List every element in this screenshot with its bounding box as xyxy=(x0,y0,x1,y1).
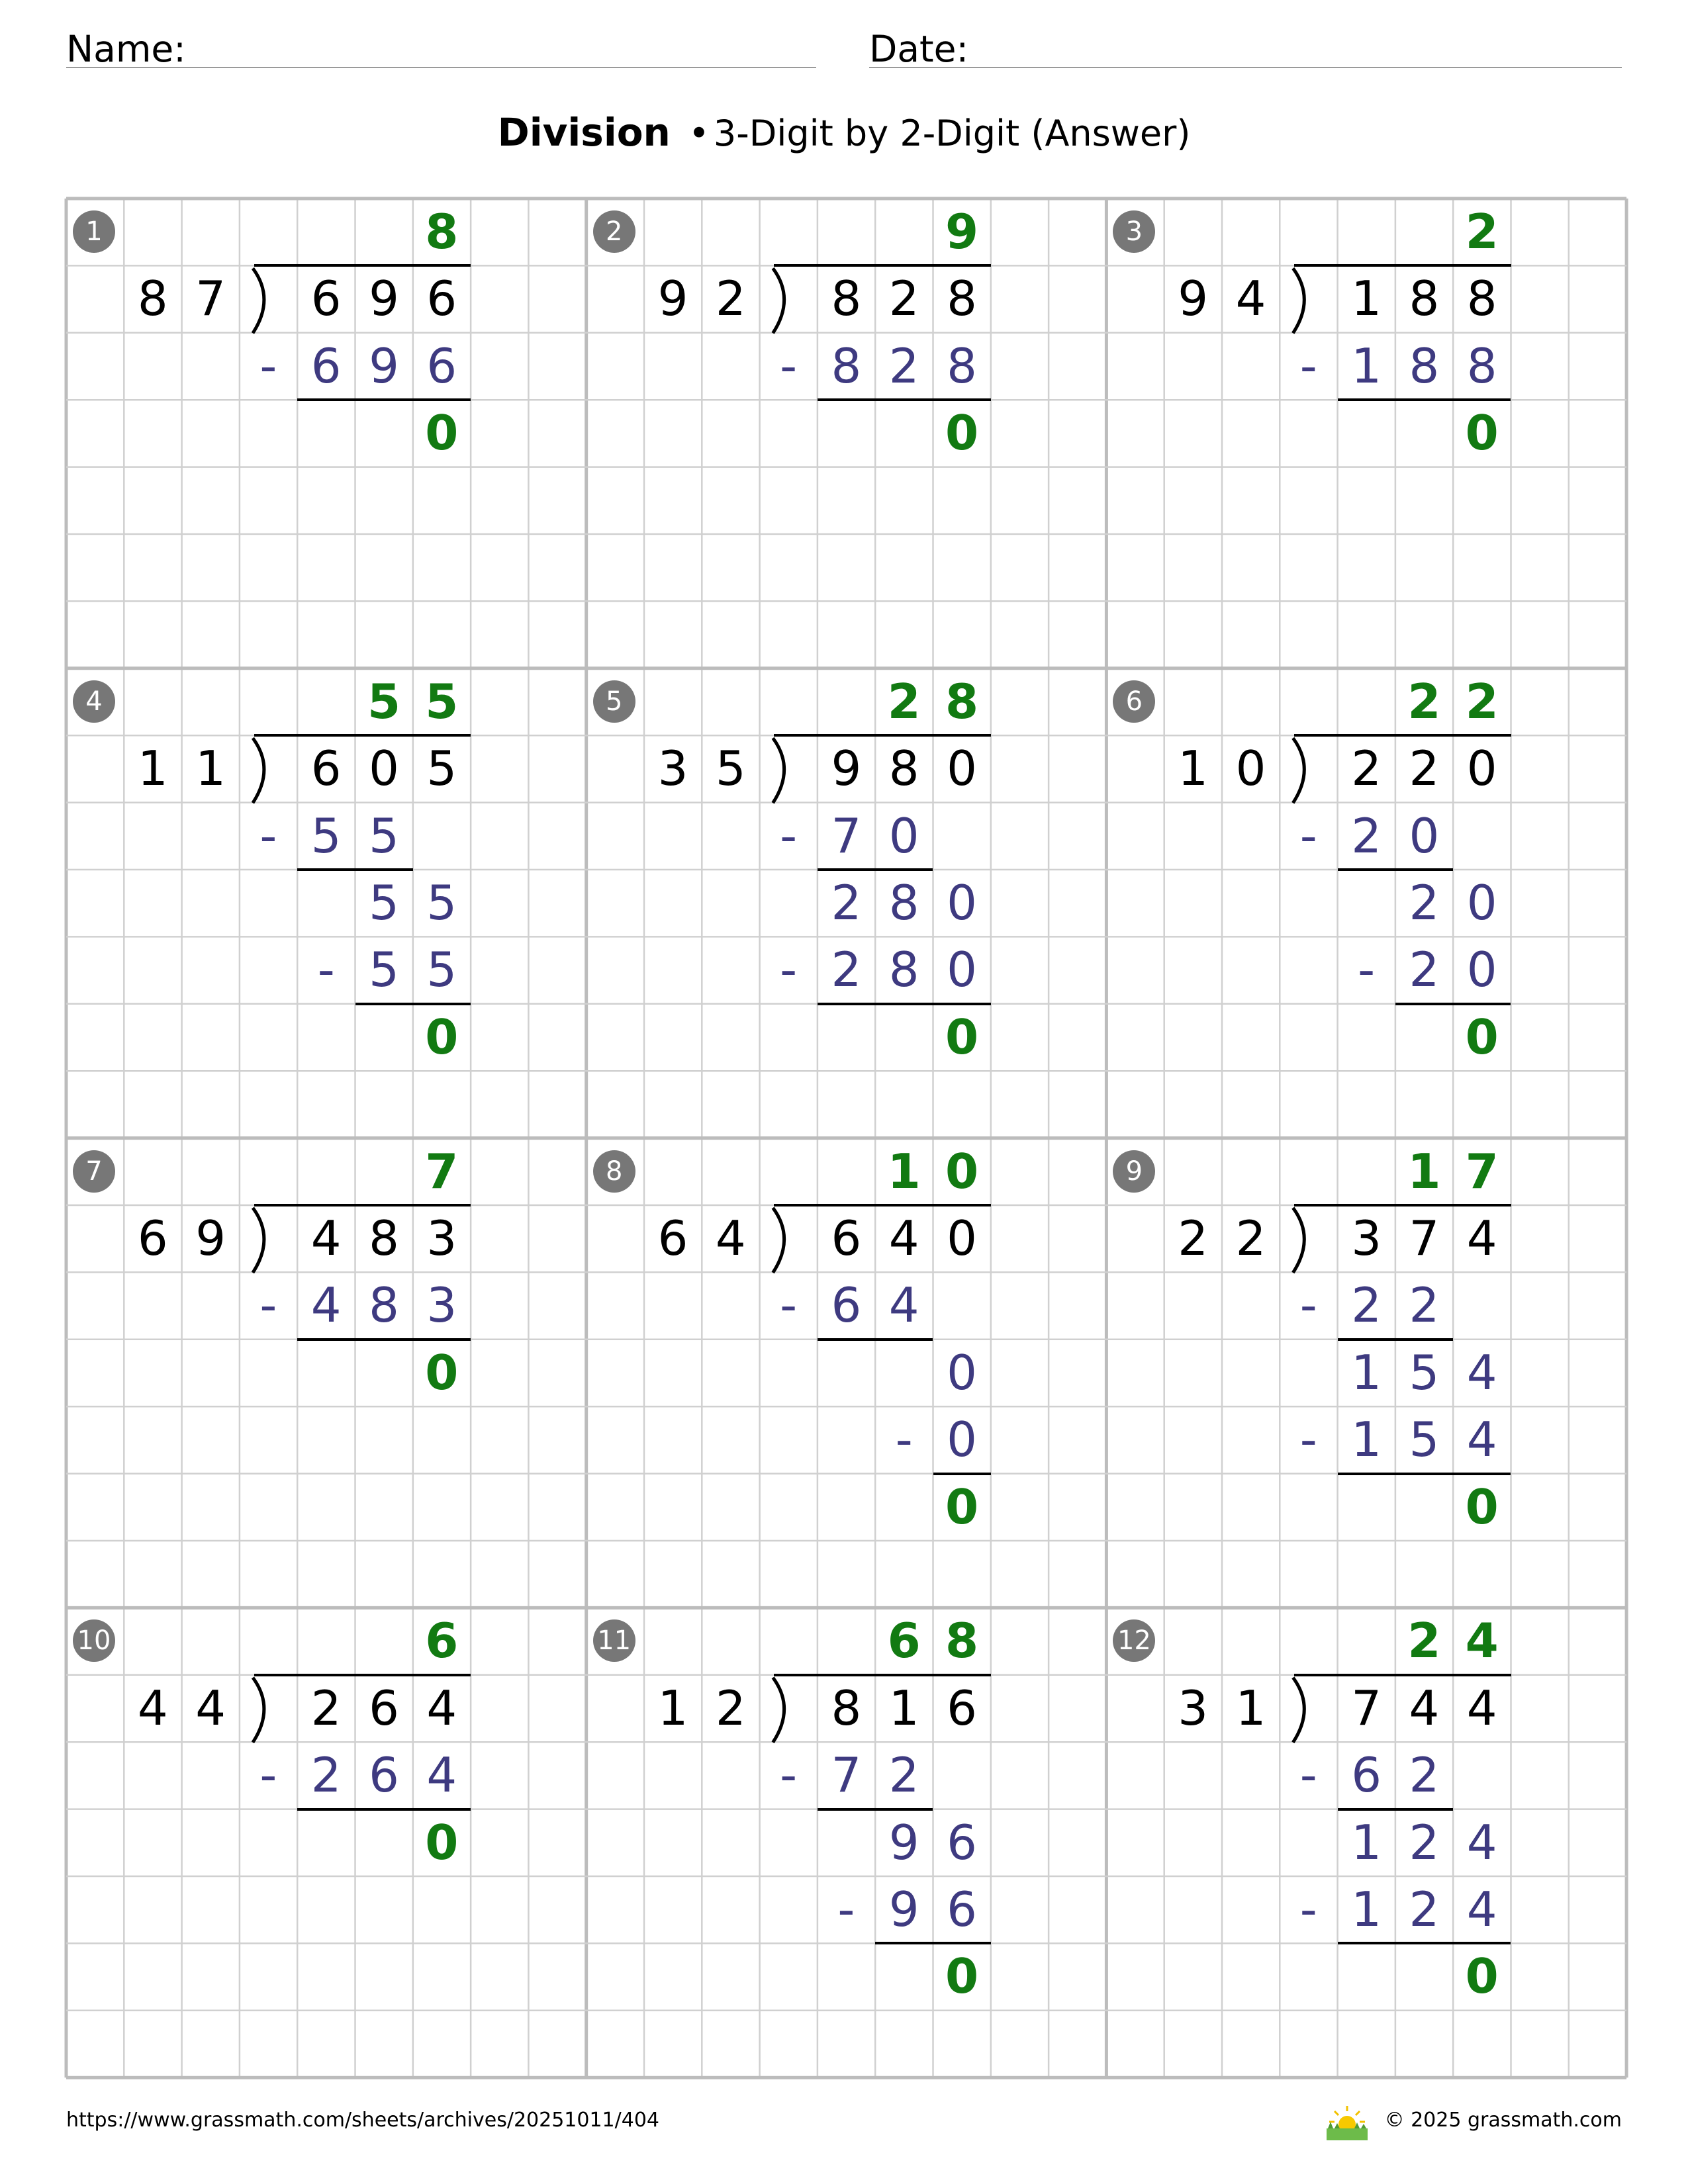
subtrahend-digit: 4 xyxy=(426,1747,457,1803)
minus-sign: - xyxy=(259,1747,277,1803)
subtrahend-digit: 2 xyxy=(310,1747,342,1803)
footer-copyright: © 2025 grassmath.com xyxy=(1384,2109,1622,2132)
subtrahend-digit: 6 xyxy=(947,1882,977,1937)
subtrahend-digit: 9 xyxy=(888,1882,919,1937)
subtrahend-digit: 0 xyxy=(1409,807,1440,864)
subtrahend-digit: 2 xyxy=(888,338,919,394)
final-remainder-digit: 0 xyxy=(1465,405,1499,461)
problem-number-badge: 11 xyxy=(593,1619,635,1662)
divisor-digit: 4 xyxy=(137,1680,168,1736)
divisor-digit: 6 xyxy=(137,1210,168,1266)
dividend-digit: 7 xyxy=(1409,1210,1440,1266)
final-remainder-digit: 0 xyxy=(425,1344,459,1400)
dividend-digit: 8 xyxy=(831,271,862,327)
grass-sun-logo-icon xyxy=(1324,2102,1370,2142)
final-remainder-digit: 0 xyxy=(1465,1009,1499,1065)
division-bracket xyxy=(253,738,264,803)
divisor-digit: 9 xyxy=(195,1210,226,1266)
remainder-digit: 1 xyxy=(1351,1814,1382,1870)
dividend-digit: 6 xyxy=(426,271,457,327)
minus-sign: - xyxy=(1299,807,1317,864)
problem-number-badge: 6 xyxy=(1113,680,1155,723)
divisor-digit: 4 xyxy=(715,1210,746,1266)
dividend-digit: 6 xyxy=(310,271,342,327)
minus-sign: - xyxy=(317,942,335,998)
minus-sign: - xyxy=(259,1277,277,1334)
division-bracket xyxy=(1293,1678,1304,1743)
quotient-digit: 1 xyxy=(1407,1143,1441,1199)
divisor-digit: 4 xyxy=(1235,271,1266,327)
quotient-digit: 2 xyxy=(887,673,921,729)
subtrahend-digit: 6 xyxy=(369,1747,399,1803)
subtrahend-digit: 8 xyxy=(888,942,919,998)
quotient-digit: 2 xyxy=(1407,673,1441,729)
subtrahend-digit: 6 xyxy=(1351,1747,1382,1803)
dividend-digit: 5 xyxy=(426,741,457,797)
dividend-digit: 6 xyxy=(310,741,342,797)
title-separator: • xyxy=(688,113,710,154)
division-bracket xyxy=(1293,1208,1304,1273)
final-remainder-digit: 0 xyxy=(425,1814,459,1870)
dividend-digit: 0 xyxy=(369,741,399,797)
divisor-digit: 1 xyxy=(195,741,226,797)
remainder-digit: 0 xyxy=(947,875,977,931)
dividend-digit: 7 xyxy=(1351,1680,1382,1736)
subtrahend-digit: 5 xyxy=(369,942,399,998)
problem-number-badge: 5 xyxy=(593,680,635,723)
final-remainder-digit: 0 xyxy=(945,1948,979,2005)
divisor-digit: 4 xyxy=(195,1680,226,1736)
subtrahend-digit: 8 xyxy=(947,338,977,394)
dividend-digit: 0 xyxy=(947,741,977,797)
subtrahend-digit: 2 xyxy=(1409,1277,1440,1334)
remainder-digit: 6 xyxy=(947,1814,977,1870)
remainder-digit: 2 xyxy=(1409,875,1440,931)
remainder-digit: 8 xyxy=(888,875,919,931)
division-bracket xyxy=(1293,268,1304,333)
dividend-digit: 2 xyxy=(310,1680,342,1736)
dividend-digit: 6 xyxy=(947,1680,977,1736)
subtrahend-digit: 2 xyxy=(1409,1882,1440,1937)
minus-sign: - xyxy=(1299,1412,1317,1468)
subtrahend-digit: 4 xyxy=(310,1277,342,1334)
subtrahend-digit: 2 xyxy=(1351,1277,1382,1334)
dividend-digit: 8 xyxy=(888,741,919,797)
title-main: Division xyxy=(497,110,671,155)
quotient-digit: 8 xyxy=(425,204,459,259)
dividend-digit: 3 xyxy=(1351,1210,1382,1266)
divisor-digit: 7 xyxy=(195,271,226,327)
quotient-digit: 4 xyxy=(1465,1613,1499,1669)
subtrahend-digit: 0 xyxy=(888,807,919,864)
subtrahend-digit: 4 xyxy=(1466,1412,1497,1468)
minus-sign: - xyxy=(1358,942,1376,998)
dividend-digit: 8 xyxy=(947,271,977,327)
minus-sign: - xyxy=(780,1747,798,1803)
division-bracket xyxy=(253,268,264,333)
subtrahend-digit: 6 xyxy=(831,1277,862,1334)
subtrahend-digit: 8 xyxy=(1409,338,1440,394)
dividend-digit: 2 xyxy=(888,271,919,327)
subtrahend-digit: 0 xyxy=(947,942,977,998)
divisor-digit: 9 xyxy=(1178,271,1209,327)
subtrahend-digit: 5 xyxy=(369,807,399,864)
dividend-digit: 6 xyxy=(831,1210,862,1266)
dividend-digit: 4 xyxy=(1466,1680,1497,1736)
subtrahend-digit: 2 xyxy=(888,1747,919,1803)
quotient-digit: 2 xyxy=(1407,1613,1441,1669)
divisor-digit: 8 xyxy=(137,271,168,327)
date-label: Date: xyxy=(869,28,968,70)
subtraction-rule xyxy=(818,1338,933,1341)
divisor-digit: 3 xyxy=(657,741,688,797)
divisor-digit: 5 xyxy=(715,741,746,797)
dividend-digit: 4 xyxy=(888,1210,919,1266)
problem-number-badge: 7 xyxy=(73,1150,115,1193)
quotient-digit: 0 xyxy=(945,1143,979,1199)
quotient-digit: 9 xyxy=(945,204,979,259)
dividend-digit: 1 xyxy=(1351,271,1382,327)
remainder-digit: 9 xyxy=(888,1814,919,1870)
dividend-digit: 4 xyxy=(1409,1680,1440,1736)
final-remainder-digit: 0 xyxy=(945,1009,979,1065)
dividend-digit: 4 xyxy=(1466,1210,1497,1266)
problem-number-badge: 8 xyxy=(593,1150,635,1193)
subtrahend-digit: 9 xyxy=(369,338,399,394)
remainder-digit: 4 xyxy=(1466,1814,1497,1870)
minus-sign: - xyxy=(1299,1882,1317,1937)
problem-number-badge: 10 xyxy=(73,1619,115,1662)
subtrahend-digit: 5 xyxy=(310,807,342,864)
dividend-digit: 4 xyxy=(310,1210,342,1266)
subtrahend-digit: 7 xyxy=(831,807,862,864)
subtrahend-digit: 2 xyxy=(1351,807,1382,864)
division-bracket xyxy=(1293,738,1304,803)
dividend-digit: 8 xyxy=(1466,271,1497,327)
dividend-digit: 2 xyxy=(1409,741,1440,797)
quotient-digit: 1 xyxy=(887,1143,921,1199)
remainder-digit: 0 xyxy=(1466,875,1497,931)
footer-url[interactable]: https://www.grassmath.com/sheets/archives/20251011/404 xyxy=(66,2109,660,2132)
final-remainder-digit: 0 xyxy=(425,405,459,461)
subtrahend-digit: 8 xyxy=(831,338,862,394)
minus-sign: - xyxy=(259,807,277,864)
problem-number-badge: 4 xyxy=(73,680,115,723)
divisor-digit: 2 xyxy=(1178,1210,1209,1266)
minus-sign: - xyxy=(780,807,798,864)
remainder-digit: 0 xyxy=(947,1344,977,1400)
problem-number-badge: 2 xyxy=(593,210,635,253)
remainder-digit: 4 xyxy=(1466,1344,1497,1400)
remainder-digit: 2 xyxy=(1409,1814,1440,1870)
minus-sign: - xyxy=(895,1412,913,1468)
subtrahend-digit: 4 xyxy=(1466,1882,1497,1937)
dividend-digit: 0 xyxy=(947,1210,977,1266)
subtrahend-digit: 5 xyxy=(1409,1412,1440,1468)
final-remainder-digit: 0 xyxy=(945,405,979,461)
divisor-digit: 6 xyxy=(657,1210,688,1266)
title-subtitle: 3-Digit by 2-Digit (Answer) xyxy=(713,113,1191,154)
quotient-digit: 7 xyxy=(1465,1143,1499,1199)
dividend-digit: 1 xyxy=(888,1680,919,1736)
dividend-digit: 0 xyxy=(1466,741,1497,797)
remainder-digit: 1 xyxy=(1351,1344,1382,1400)
subtrahend-digit: 8 xyxy=(369,1277,399,1334)
division-bracket xyxy=(253,1208,264,1273)
name-label: Name: xyxy=(66,28,186,70)
subtrahend-digit: 5 xyxy=(426,942,457,998)
problem-number-badge: 1 xyxy=(73,210,115,253)
minus-sign: - xyxy=(1299,338,1317,394)
division-bracket xyxy=(773,1208,784,1273)
divisor-digit: 3 xyxy=(1178,1680,1209,1736)
dividend-digit: 3 xyxy=(426,1210,457,1266)
division-bracket xyxy=(773,738,784,803)
subtrahend-digit: 1 xyxy=(1351,338,1382,394)
subtrahend-digit: 1 xyxy=(1351,1412,1382,1468)
final-remainder-digit: 0 xyxy=(1465,1479,1499,1535)
minus-sign: - xyxy=(780,942,798,998)
minus-sign: - xyxy=(259,338,277,394)
dividend-digit: 8 xyxy=(1409,271,1440,327)
minus-sign: - xyxy=(837,1882,855,1937)
subtrahend-digit: 7 xyxy=(831,1747,862,1803)
minus-sign: - xyxy=(1299,1747,1317,1803)
minus-sign: - xyxy=(1299,1277,1317,1334)
remainder-digit: 5 xyxy=(1409,1344,1440,1400)
dividend-digit: 8 xyxy=(831,1680,862,1736)
division-bracket xyxy=(773,268,784,333)
problem-number-badge: 3 xyxy=(1113,210,1155,253)
remainder-digit: 2 xyxy=(831,875,862,931)
remainder-digit: 5 xyxy=(426,875,457,931)
quotient-digit: 5 xyxy=(367,673,401,729)
dividend-digit: 8 xyxy=(369,1210,399,1266)
quotient-digit: 8 xyxy=(945,1613,979,1669)
divisor-digit: 1 xyxy=(1178,741,1209,797)
dividend-digit: 9 xyxy=(831,741,862,797)
quotient-digit: 6 xyxy=(887,1613,921,1669)
quotient-digit: 5 xyxy=(425,673,459,729)
divisor-digit: 1 xyxy=(1235,1680,1266,1736)
dividend-digit: 6 xyxy=(369,1680,399,1736)
final-remainder-digit: 0 xyxy=(425,1009,459,1065)
final-remainder-digit: 0 xyxy=(1465,1948,1499,2005)
division-bracket xyxy=(773,1678,784,1743)
dividend-digit: 2 xyxy=(1351,741,1382,797)
remainder-digit: 5 xyxy=(369,875,399,931)
quotient-digit: 6 xyxy=(425,1613,459,1669)
quotient-digit: 8 xyxy=(945,673,979,729)
subtrahend-digit: 0 xyxy=(947,1412,977,1468)
minus-sign: - xyxy=(780,1277,798,1334)
dividend-digit: 9 xyxy=(369,271,399,327)
subtrahend-digit: 4 xyxy=(888,1277,919,1334)
problem-number-badge: 9 xyxy=(1113,1150,1155,1193)
dividend-digit: 4 xyxy=(426,1680,457,1736)
subtrahend-digit: 8 xyxy=(1466,338,1497,394)
divisor-digit: 1 xyxy=(657,1680,688,1736)
problem-number-badge: 12 xyxy=(1113,1619,1155,1662)
divisor-digit: 1 xyxy=(137,741,168,797)
minus-sign: - xyxy=(780,338,798,394)
divisor-digit: 9 xyxy=(657,271,688,327)
divisor-digit: 2 xyxy=(715,271,746,327)
quotient-digit: 2 xyxy=(1465,204,1499,259)
subtrahend-digit: 0 xyxy=(1466,942,1497,998)
divisor-digit: 0 xyxy=(1235,741,1266,797)
subtrahend-digit: 3 xyxy=(426,1277,457,1334)
subtrahend-digit: 2 xyxy=(1409,1747,1440,1803)
final-remainder-digit: 0 xyxy=(945,1479,979,1535)
subtrahend-digit: 2 xyxy=(831,942,862,998)
division-bracket xyxy=(253,1678,264,1743)
subtrahend-digit: 2 xyxy=(1409,942,1440,998)
quotient-digit: 2 xyxy=(1465,673,1499,729)
subtrahend-digit: 6 xyxy=(310,338,342,394)
subtrahend-digit: 6 xyxy=(426,338,457,394)
subtrahend-digit: 1 xyxy=(1351,1882,1382,1937)
divisor-digit: 2 xyxy=(715,1680,746,1736)
divisor-digit: 2 xyxy=(1235,1210,1266,1266)
quotient-digit: 7 xyxy=(425,1143,459,1199)
